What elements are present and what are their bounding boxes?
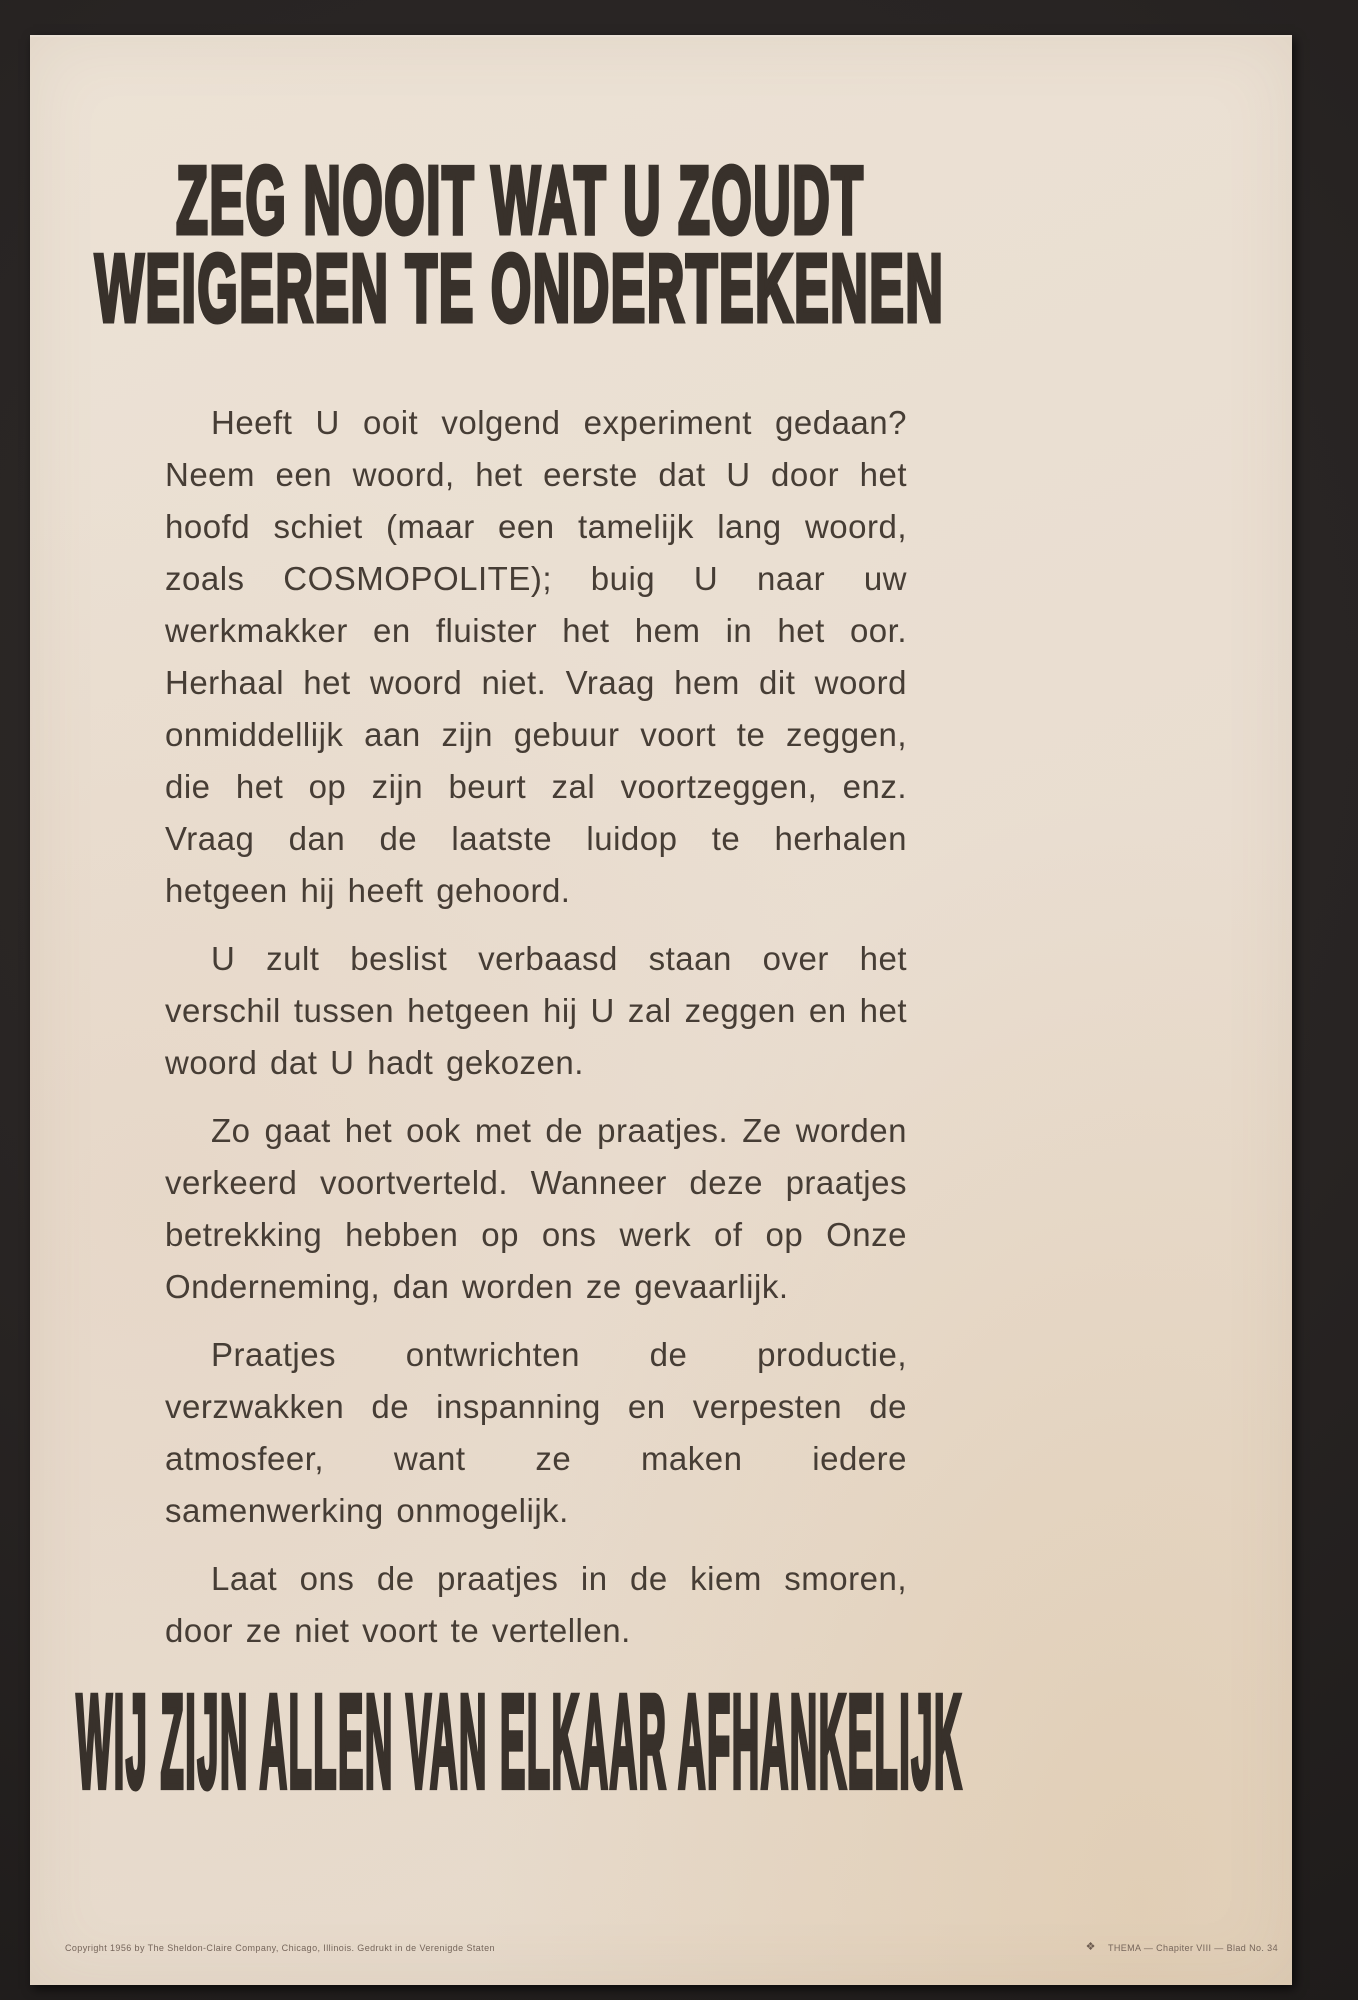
- poster-sheet: [30, 35, 1292, 1985]
- poster-content: [65, 35, 975, 1985]
- paragraph-productie: Praatjes ontwrichten de productie, verzwakken de inspanning en verpesten de atmosfeer, want ze maken iedere samenwerking onmogelijk.: [165, 1336, 907, 1529]
- series-imprint: [1086, 1942, 1278, 1953]
- paragraph-verbaasd: U zult beslist verbaasd staan over het verschil tussen hetgeen hij U zal zeggen en het woord dat U hadt gekozen.: [165, 940, 907, 1081]
- footer-slogan-text: WIJ ZIJN ALLEN VAN ELKAAR AFHANKELIJK: [76, 1668, 964, 1816]
- paragraph-praatjes: Zo gaat het ook met de praatjes. Ze worden verkeerd voortverteld. Wanneer deze praatjes betrekking hebben op ons werk of op Onze Onderneming, dan worden ze gevaarlijk.: [165, 1112, 907, 1305]
- poster-title-text-2: WEIGEREN TE ONDERTEKENEN: [95, 235, 945, 342]
- poster-title-line-2: [65, 235, 975, 342]
- copyright-line: Copyright 1956 by The Sheldon-Claire Company, Chicago, Illinois. Gedrukt in de Verenigde Staten: [65, 1943, 495, 1953]
- paragraph-experiment: Heeft U ooit volgend experiment gedaan? Neem een woord, het eerste dat U door het hoofd schiet (maar een tamelijk lang woord, zoals COSMOPOLITE); buig U naar uw werkmakker en fluister het hem in het oor. Herhaal het woord niet. Vraag hem dit woord onmiddellijk aan zijn gebuur voort te zeggen, die het op zijn beurt zal voortzeggen, enz. Vraag dan de laatste luidop te herhalen hetgeen hij heeft gehoord.: [165, 404, 907, 909]
- body-text: [165, 397, 907, 1673]
- series-line: THEMA — Chapiter VIII — Blad No. 34: [1107, 1942, 1278, 1953]
- poster-title-line-1: [65, 147, 975, 254]
- poster-title-text-1: ZEG NOOIT WAT U ZOUDT: [175, 147, 865, 254]
- footer-slogan: [65, 1668, 975, 1816]
- paragraph-kiem: Laat ons de praatjes in de kiem smoren, door ze niet voort te vertellen.: [165, 1560, 907, 1649]
- poster-title: [65, 147, 975, 342]
- printer-mark-icon: ❖: [1085, 1941, 1096, 1953]
